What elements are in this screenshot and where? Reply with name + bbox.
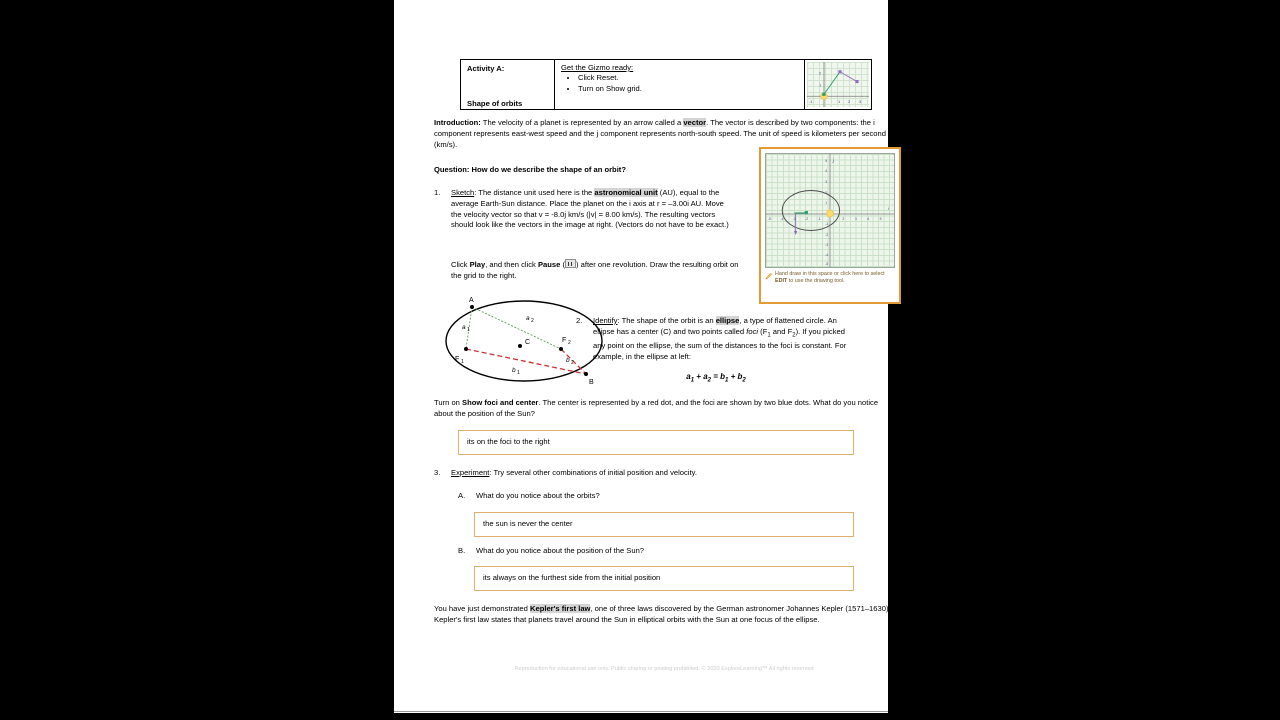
step-2-label: Identify [593,316,618,325]
svg-text:5: 5 [879,216,882,222]
play-text-c: ( [560,260,565,269]
step-1-body [451,188,734,231]
turn-on-paragraph [434,398,894,420]
closing-text-b: , one of three laws discovered by the German astronomer Johannes Kepler (1571–1630). Kepler's first law states that planets travel around the Sun in elliptical orbits with the Sun at one focus of the ellipse. [434,604,891,624]
play-text-d: ) after one revolution. Draw the resulting orbit on the grid to the right. [451,260,739,280]
svg-text:2: 2 [848,99,851,105]
question-heading: Question: How do we describe the shape of an orbit? [434,165,626,174]
closing-text-a: You have just demonstrated [434,604,530,613]
draw-note-a: Hand draw in this space or click here to select [775,271,885,277]
step-1-text-a: : The distance unit used here is the [474,188,595,197]
svg-text:2: 2 [571,360,574,366]
draw-note-text [775,271,895,285]
step-3 [434,468,874,479]
svg-text:i: i [888,205,890,212]
svg-text:1: 1 [461,359,464,365]
step-1-number: 1. [434,188,441,197]
list-item: • Turn on Show grid. [578,84,798,95]
thumbnail-vector-diagram [807,62,869,107]
drawing-panel[interactable] [759,147,901,304]
eq-equals: = [711,372,721,381]
step-3a [458,491,858,502]
svg-text:1: 1 [838,99,841,105]
introduction-paragraph [434,118,894,150]
svg-text:3: 3 [825,179,828,185]
step-3-number: 3. [434,468,441,477]
step-2-text-b: , a type of flattened circle. An ellipse has a center (C) and two points called [593,316,837,336]
gizmo-ready-heading: Get the Gizmo ready: [561,63,634,72]
play-button-name: Play [469,260,486,269]
svg-text:b: b [566,357,570,364]
step-2-text-d: and F [770,326,793,336]
gizmo-ready-list [561,73,798,94]
svg-text:-4: -4 [780,216,784,222]
svg-text:-1: -1 [809,99,813,105]
show-foci-control-name: Show foci and center [462,398,539,407]
svg-text:-3: -3 [792,216,796,222]
activity-label: Activity A: [467,64,505,73]
svg-text:5: 5 [825,158,828,164]
eq-b2-sub: 2 [742,377,746,384]
step-2 [576,316,856,363]
svg-text:a: a [462,324,466,331]
pencil-icon [765,272,773,280]
step-2-body [593,316,856,363]
gizmo-ready-cell [555,60,805,109]
svg-text:-2: -2 [805,216,809,222]
svg-text:2: 2 [531,318,534,324]
page-content [414,0,891,713]
svg-text:-3: -3 [825,242,829,248]
activity-header-table [460,59,872,110]
turn-on-text-a: Turn on [434,398,462,407]
orbit-grid-drawing [766,154,894,267]
list-item: • Click Reset. [578,73,798,84]
svg-text:4: 4 [825,168,828,174]
svg-text:F: F [455,356,460,363]
svg-text:-5: -5 [767,216,771,222]
eq-a1: a [686,372,691,381]
svg-text:4: 4 [867,216,870,222]
svg-text:C: C [525,339,531,346]
answer-field-2[interactable]: the sun is never the center [474,512,854,537]
draw-instruction-note[interactable] [765,271,895,285]
introduction-text-b: . The vector is described by two components: the i component represents east-west speed and the j component represents north-south speed. The unit of speed is kilometers per second (km/s). [434,118,886,149]
svg-text:F: F [562,337,567,344]
step-1-text-b: (AU), equal to the average Earth-Sun distance. Place the planet on the i axis at r = –3.00i AU. Move the velocity vector so that v = -8.0j km/s (|v| = 8.00 km/s). The resulting vectors should look like the vectors in the image at right. (Vectors do not have to be exact.) [451,188,729,230]
turn-on-text-b: . The center is represented by a red dot, and the foci are shown by two blue dots. What do you notice about the position of the Sun? [434,398,879,418]
step-3-body [451,468,874,479]
answer-field-1[interactable]: its on the foci to the right [458,430,854,455]
pause-icon [565,259,576,268]
page-break-line [394,711,888,712]
step-1-paragraph-2 [451,259,741,282]
answer-field-3[interactable]: its always on the furthest side from the initial position [474,566,854,591]
foci-italic: foci [746,326,759,336]
svg-text:2: 2 [825,190,828,196]
highlight-ellipse: ellipse [715,316,740,325]
step-2-text-e: ). If you picked any point on the ellipse, the sum of the distances to the foci is constant. For example, in the ellipse at left: [593,326,847,361]
svg-text:a: a [526,315,530,322]
svg-text:1: 1 [517,370,520,376]
svg-text:-2: -2 [825,232,829,238]
orbit-grid[interactable] [765,153,895,268]
eq-b2: b [737,372,743,381]
highlight-keplers-first-law: Kepler's first law [529,604,591,613]
play-text-a: Click [451,260,470,269]
step-1 [434,188,734,231]
step-3b-text: What do you notice about the position of the Sun? [476,546,645,555]
step-3a-text: What do you notice about the orbits? [476,491,600,500]
edit-keyword: EDIT [775,278,788,284]
svg-text:3: 3 [859,99,862,105]
gizmo-thumbnail-cell [805,60,871,109]
eq-a2-sub: 2 [707,377,711,384]
highlight-astronomical-unit: astronomical unit [594,188,658,197]
eq-a1-sub: 1 [690,377,695,384]
svg-text:1: 1 [819,82,822,88]
svg-text:-4: -4 [825,252,829,258]
svg-text:j: j [832,157,834,164]
svg-text:2: 2 [568,340,571,346]
eq-b1-sub: 1 [725,377,729,384]
eq-a2: a [703,372,708,381]
step-2-text-a: : The shape of the orbit is an [617,316,716,325]
step-3-text: : Try several other combinations of initial position and velocity. [489,468,697,477]
focus-1-subscript: 1 [767,332,771,339]
activity-subject: Shape of orbits [467,99,523,108]
pause-button-name: Pause [537,260,561,269]
svg-text:-1: -1 [817,216,821,222]
ellipse-equation [576,372,856,384]
svg-text:A: A [469,297,474,304]
draw-note-b: to use the drawing tool. [787,278,845,284]
document-page [394,0,891,713]
svg-text:B: B [589,379,594,386]
focus-2-subscript: 2 [792,332,796,339]
svg-text:2: 2 [842,216,845,222]
svg-text:3: 3 [854,216,857,222]
highlight-vector: vector [683,118,707,127]
step-3b [458,546,858,557]
step-3-label: Experiment [451,468,490,477]
svg-text:1: 1 [825,200,828,206]
introduction-text-a: The velocity of a planet is represented by an arrow called a [480,118,684,127]
closing-paragraph [434,604,894,626]
step-2-text-c: (F [758,326,768,336]
svg-text:b: b [512,367,516,374]
page-footer: Reproduction for educational use only. Public sharing or posting prohibited. © 2020 ExploreLearning™ All rights reserved [514,666,814,672]
svg-text:2: 2 [819,70,822,76]
gizmo-thumbnail-grid [807,62,869,107]
activity-title-cell [461,60,555,109]
play-text-b: , and then click [485,260,538,269]
step-1-label: Sketch [451,188,475,197]
eq-plus-1: + [694,372,704,381]
step-3a-letter: A. [458,491,466,500]
svg-text:-1: -1 [825,221,829,227]
svg-text:1: 1 [467,327,470,333]
step-3b-letter: B. [458,546,466,555]
step-2-number: 2. [576,316,583,325]
introduction-label: Introduction: [434,118,481,127]
eq-plus-2: + [728,372,738,381]
eq-b1: b [720,372,726,381]
svg-text:-5: -5 [825,261,829,267]
